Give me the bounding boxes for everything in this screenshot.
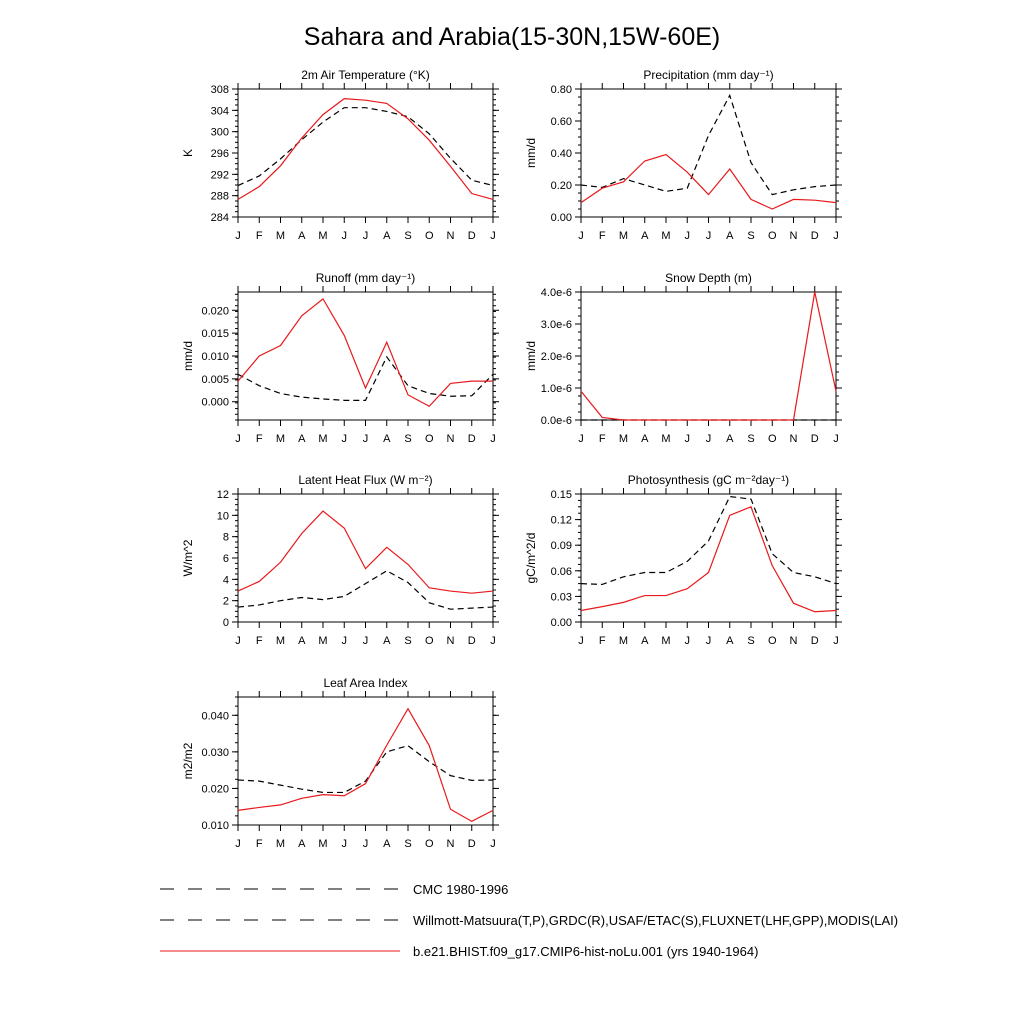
x-tick-label: D bbox=[810, 635, 819, 647]
x-tick-label: S bbox=[404, 230, 412, 242]
y-tick-label: 0.06 bbox=[550, 565, 572, 578]
y-tick-label: 296 bbox=[210, 148, 229, 160]
x-tick-label: N bbox=[789, 433, 798, 445]
x-tick-label: A bbox=[383, 635, 391, 647]
chart-panel bbox=[181, 271, 499, 445]
y-axis-label: gC/m^2/d bbox=[524, 532, 538, 584]
x-tick-label: J bbox=[235, 230, 241, 242]
series-line-model bbox=[581, 155, 836, 209]
x-tick-label: J bbox=[578, 635, 584, 647]
chart-panel bbox=[181, 473, 499, 647]
y-tick-label: 4.0e-6 bbox=[540, 287, 572, 299]
x-tick-label: S bbox=[747, 635, 755, 647]
chart-panel bbox=[524, 68, 842, 242]
x-tick-label: M bbox=[661, 433, 671, 445]
x-tick-label: J bbox=[490, 635, 496, 647]
legend-label: Willmott-Matsuura(T,P),GRDC(R),USAF/ETAC(S),FLUXNET(LHF,GPP),MODIS(LAI) bbox=[413, 913, 899, 928]
y-tick-label: 3.0e-6 bbox=[540, 319, 572, 331]
y-tick-label: 0 bbox=[222, 617, 229, 629]
panel-title: Leaf Area Index bbox=[323, 676, 408, 690]
x-tick-label: J bbox=[341, 635, 347, 647]
y-tick-label: 0.20 bbox=[550, 180, 572, 192]
x-tick-label: J bbox=[490, 230, 496, 242]
x-tick-label: J bbox=[684, 635, 690, 647]
x-tick-label: O bbox=[424, 433, 434, 445]
x-tick-label: J bbox=[684, 230, 690, 242]
x-tick-label: O bbox=[767, 635, 777, 647]
x-tick-label: M bbox=[618, 433, 629, 445]
legend bbox=[160, 882, 898, 959]
x-tick-label: J bbox=[705, 230, 712, 242]
x-tick-label: O bbox=[767, 433, 777, 445]
legend-label: CMC 1980-1996 bbox=[413, 882, 509, 897]
y-axis-label: mm/d bbox=[524, 138, 538, 168]
x-tick-label: J bbox=[833, 635, 839, 647]
x-tick-label: A bbox=[298, 230, 306, 242]
y-tick-label: 4 bbox=[222, 574, 229, 587]
x-tick-label: N bbox=[789, 230, 798, 242]
x-tick-label: J bbox=[341, 838, 347, 850]
x-tick-label: J bbox=[235, 838, 241, 850]
x-tick-label: A bbox=[383, 230, 391, 242]
x-tick-label: M bbox=[661, 635, 671, 647]
x-tick-label: A bbox=[298, 433, 306, 445]
chart-panel bbox=[524, 473, 842, 647]
y-tick-label: 6 bbox=[222, 553, 229, 565]
y-tick-label: 0.040 bbox=[201, 710, 229, 723]
y-tick-label: 304 bbox=[210, 105, 229, 118]
x-tick-label: J bbox=[490, 838, 496, 850]
y-tick-label: 10 bbox=[216, 510, 229, 523]
x-tick-label: F bbox=[598, 433, 606, 445]
panel-title: Photosynthesis (gC m⁻²day⁻¹) bbox=[627, 473, 790, 487]
x-tick-label: M bbox=[318, 635, 328, 647]
x-tick-label: S bbox=[404, 433, 412, 445]
y-tick-label: 0.030 bbox=[201, 746, 229, 759]
y-tick-label: 0.010 bbox=[201, 351, 229, 363]
series-line-model bbox=[581, 292, 836, 420]
series-line-obs bbox=[238, 571, 493, 609]
x-tick-label: D bbox=[810, 230, 819, 242]
y-tick-label: 0.40 bbox=[550, 148, 572, 160]
panel-title: 2m Air Temperature (°K) bbox=[301, 68, 430, 82]
x-tick-label: F bbox=[255, 635, 263, 647]
y-tick-label: 288 bbox=[210, 190, 229, 203]
x-tick-label: J bbox=[578, 230, 584, 242]
y-tick-label: 300 bbox=[210, 126, 229, 139]
x-tick-label: J bbox=[362, 838, 369, 850]
y-tick-label: 0.12 bbox=[550, 514, 572, 527]
x-tick-label: A bbox=[298, 838, 306, 850]
x-tick-label: J bbox=[362, 230, 369, 242]
x-tick-label: A bbox=[383, 838, 391, 850]
x-tick-label: D bbox=[467, 635, 476, 647]
x-tick-label: S bbox=[747, 230, 755, 242]
x-tick-label: M bbox=[661, 230, 671, 242]
y-tick-label: 0.005 bbox=[201, 373, 229, 386]
x-tick-label: M bbox=[318, 433, 328, 445]
panel-title: Latent Heat Flux (W m⁻²) bbox=[298, 473, 433, 487]
series-line-model bbox=[581, 507, 836, 612]
series-line-model bbox=[238, 709, 493, 822]
x-tick-label: J bbox=[341, 433, 347, 445]
y-tick-label: 308 bbox=[210, 84, 229, 96]
y-tick-label: 0.020 bbox=[201, 783, 229, 796]
x-tick-label: D bbox=[467, 433, 476, 445]
x-tick-label: M bbox=[275, 838, 286, 850]
y-tick-label: 0.00 bbox=[550, 617, 572, 629]
panel-title: Runoff (mm day⁻¹) bbox=[315, 271, 416, 285]
x-tick-label: M bbox=[318, 230, 328, 242]
y-tick-label: 2 bbox=[222, 595, 229, 608]
x-tick-label: J bbox=[362, 433, 369, 445]
x-tick-label: J bbox=[235, 433, 241, 445]
x-tick-label: F bbox=[255, 838, 263, 850]
figure-title: Sahara and Arabia(15-30N,15W-60E) bbox=[303, 23, 721, 51]
series-line-model bbox=[238, 299, 493, 406]
chart-panel bbox=[524, 271, 842, 445]
panel-title: Precipitation (mm day⁻¹) bbox=[643, 68, 774, 82]
x-tick-label: J bbox=[490, 433, 496, 445]
x-tick-label: M bbox=[618, 635, 629, 647]
x-tick-label: A bbox=[383, 433, 391, 445]
x-tick-label: N bbox=[446, 230, 455, 242]
x-tick-label: D bbox=[810, 433, 819, 445]
x-tick-label: J bbox=[362, 635, 369, 647]
panels bbox=[181, 68, 842, 850]
x-tick-label: S bbox=[747, 433, 755, 445]
x-tick-label: A bbox=[726, 230, 734, 242]
x-tick-label: F bbox=[255, 230, 263, 242]
x-tick-label: J bbox=[705, 635, 712, 647]
y-tick-label: 0.000 bbox=[201, 396, 229, 409]
y-tick-label: 0.09 bbox=[550, 540, 572, 553]
plot-frame bbox=[238, 494, 493, 622]
y-tick-label: 0.03 bbox=[550, 591, 572, 604]
series-line-obs bbox=[238, 108, 493, 186]
x-tick-label: M bbox=[275, 635, 286, 647]
x-tick-label: O bbox=[424, 635, 434, 647]
x-tick-label: M bbox=[275, 230, 286, 242]
y-axis-label: K bbox=[181, 148, 195, 158]
y-tick-label: 292 bbox=[210, 169, 229, 182]
x-tick-label: S bbox=[404, 635, 412, 647]
x-tick-label: A bbox=[641, 635, 649, 647]
x-tick-label: O bbox=[767, 230, 777, 242]
series-line-obs bbox=[238, 746, 493, 793]
chart-panel bbox=[181, 68, 499, 242]
y-tick-label: 284 bbox=[210, 212, 229, 224]
x-tick-label: J bbox=[705, 433, 712, 445]
x-tick-label: J bbox=[341, 230, 347, 242]
x-tick-label: S bbox=[404, 838, 412, 850]
chart-panel bbox=[181, 676, 499, 850]
x-tick-label: F bbox=[255, 433, 263, 445]
x-tick-label: N bbox=[446, 433, 455, 445]
legend-label: b.e21.BHIST.f09_g17.CMIP6-hist-noLu.001 (yrs 1940-1964) bbox=[413, 944, 759, 959]
x-tick-label: M bbox=[275, 433, 286, 445]
y-axis-label: m2/m2 bbox=[181, 742, 195, 780]
x-tick-label: N bbox=[446, 635, 455, 647]
y-axis-label: mm/d bbox=[181, 341, 195, 371]
series-line-model bbox=[238, 511, 493, 593]
y-tick-label: 8 bbox=[222, 531, 229, 544]
series-line-obs bbox=[581, 95, 836, 194]
x-tick-label: A bbox=[641, 230, 649, 242]
x-tick-label: D bbox=[467, 230, 476, 242]
y-axis-label: mm/d bbox=[524, 341, 538, 371]
x-tick-label: O bbox=[424, 838, 434, 850]
x-tick-label: O bbox=[424, 230, 434, 242]
y-tick-label: 0.0e-6 bbox=[540, 415, 572, 427]
y-tick-label: 0.80 bbox=[550, 84, 572, 96]
x-tick-label: J bbox=[235, 635, 241, 647]
plot-frame bbox=[581, 292, 836, 420]
x-tick-label: J bbox=[833, 433, 839, 445]
y-tick-label: 1.0e-6 bbox=[540, 383, 572, 395]
x-tick-label: D bbox=[467, 838, 476, 850]
y-axis-label: W/m^2 bbox=[181, 539, 195, 577]
x-tick-label: M bbox=[618, 230, 629, 242]
y-tick-label: 0.015 bbox=[201, 328, 229, 341]
x-tick-label: N bbox=[446, 838, 455, 850]
panel-title: Snow Depth (m) bbox=[665, 271, 752, 285]
x-tick-label: J bbox=[578, 433, 584, 445]
x-tick-label: M bbox=[318, 838, 328, 850]
x-tick-label: A bbox=[641, 433, 649, 445]
x-tick-label: A bbox=[298, 635, 306, 647]
y-tick-label: 2.0e-6 bbox=[540, 351, 572, 363]
x-tick-label: F bbox=[598, 230, 606, 242]
x-tick-label: J bbox=[684, 433, 690, 445]
y-tick-label: 0.15 bbox=[550, 489, 572, 501]
y-tick-label: 0.010 bbox=[201, 820, 229, 832]
x-tick-label: A bbox=[726, 433, 734, 445]
y-tick-label: 0.020 bbox=[201, 305, 229, 318]
x-tick-label: F bbox=[598, 635, 606, 647]
plot-frame bbox=[581, 89, 836, 217]
x-tick-label: J bbox=[833, 230, 839, 242]
x-tick-label: A bbox=[726, 635, 734, 647]
series-line-model bbox=[238, 99, 493, 200]
x-tick-label: N bbox=[789, 635, 798, 647]
y-tick-label: 0.60 bbox=[550, 116, 572, 128]
y-tick-label: 12 bbox=[216, 489, 229, 501]
series-line-obs bbox=[238, 357, 493, 400]
y-tick-label: 0.00 bbox=[550, 212, 572, 224]
